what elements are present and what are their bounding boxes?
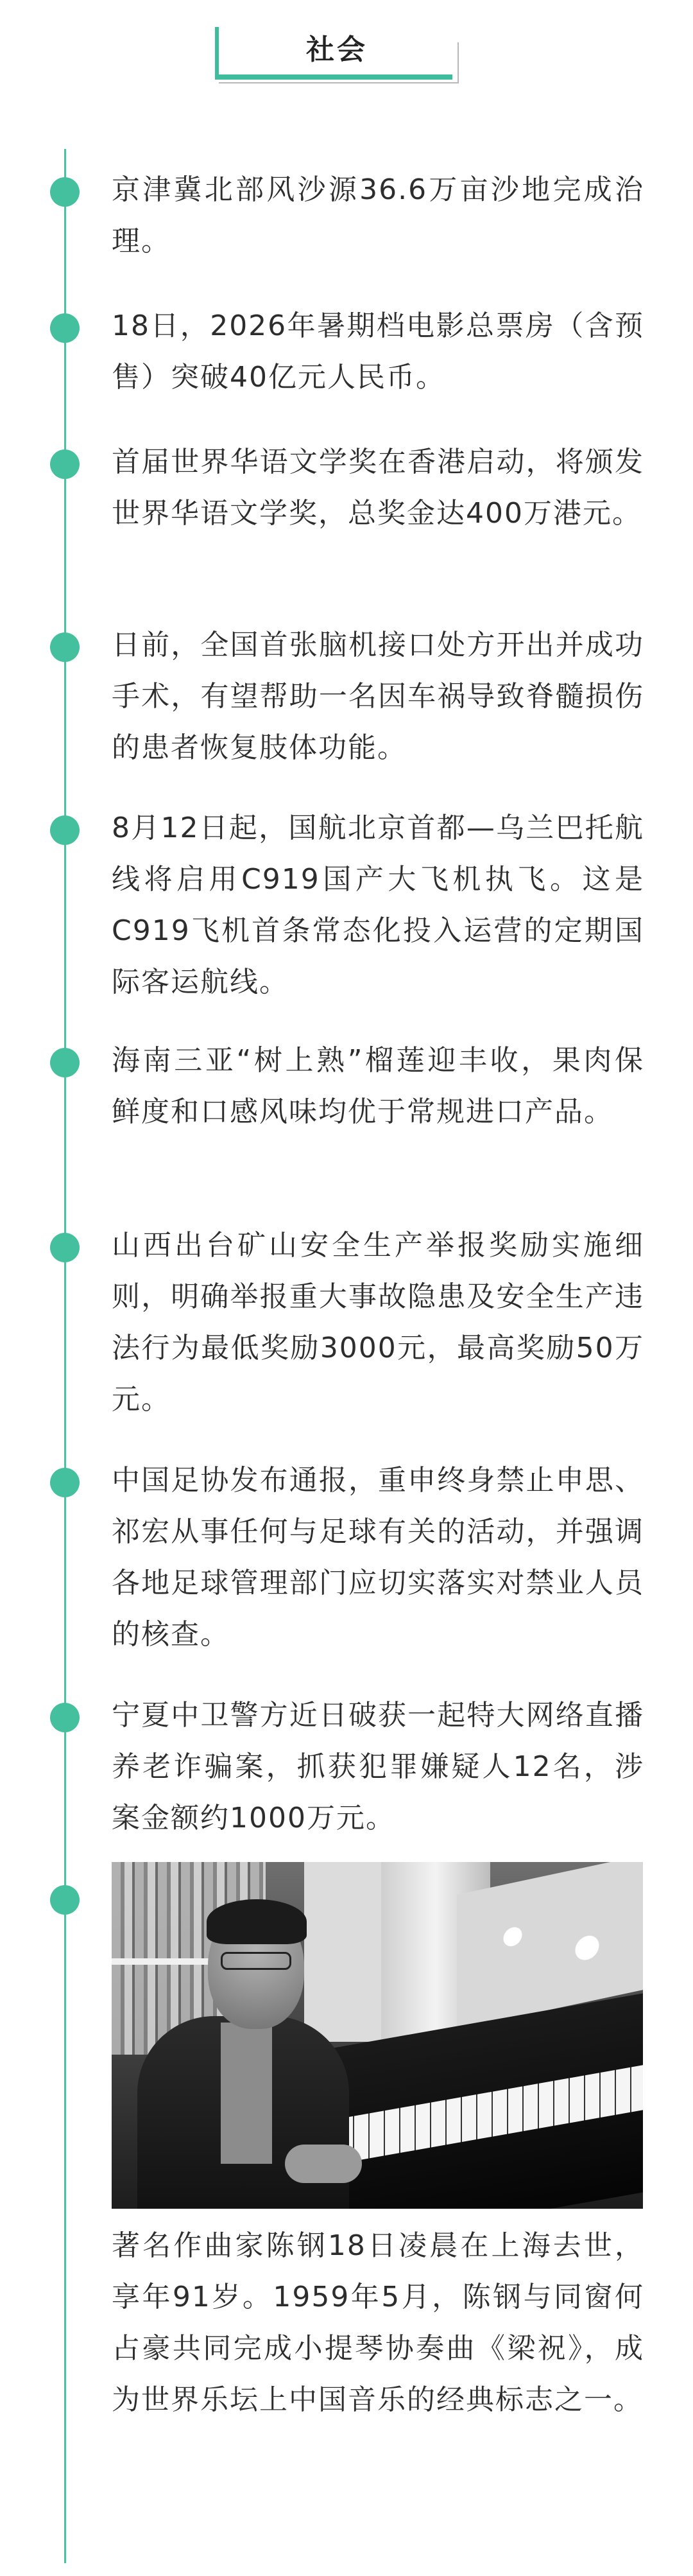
glasses: [221, 1952, 291, 1970]
news-text: 京津冀北部风沙源36.6万亩沙地完成治理。: [112, 173, 644, 257]
window: [304, 1862, 394, 2042]
hand: [285, 2145, 362, 2183]
news-text: 日前，全国首张脑机接口处方开出并成功手术，有望帮助一名因车祸导致脊髓损伤的患者恢复肢体功能。: [112, 629, 644, 764]
news-text: 18日，2026年暑期档电影总票房（含预售）突破40亿元人民币。: [112, 309, 644, 394]
timeline-line: [64, 149, 66, 2563]
news-photo: [112, 1862, 643, 2209]
news-text: 著名作曲家陈钢18日凌晨在上海去世，享年91岁。1959年5月，陈钢与同窗何占豪共同完成小提琴协奏曲《梁祝》，成为世界乐坛上中国音乐的经典标志之一。: [112, 2229, 644, 2416]
news-text: 中国足协发布通报，重申终身禁止申思、祁宏从事任何与足球有关的活动，并强调各地足球管理部门应切实落实对禁业人员的核查。: [112, 1464, 644, 1651]
timeline-dot: [50, 1233, 80, 1262]
timeline-dot: [50, 1885, 80, 1915]
news-text: 宁夏中卫警方近日破获一起特大网络直播养老诈骗案，抓获犯罪嫌疑人12名，涉案金额约1000万元。: [112, 1699, 644, 1834]
news-text: 首届世界华语文学奖在香港启动，将颁发世界华语文学奖，总奖金达400万港元。: [112, 446, 644, 530]
timeline-dot: [50, 177, 80, 207]
news-text: 山西出台矿山安全生产举报奖励实施细则，明确举报重大事故隐患及安全生产违法行为最低奖励3000元，最高奖励50万元。: [112, 1229, 644, 1416]
timeline-dot: [50, 313, 80, 343]
timeline-dot: [50, 815, 80, 845]
timeline-dot: [50, 632, 80, 662]
news-text: 8月12日起，国航北京首都—乌兰巴托航线将启用C919国产大飞机执飞。这是C919飞机首条常态化投入运营的定期国际客运航线。: [112, 812, 644, 998]
timeline-dot: [50, 1468, 80, 1497]
timeline-dot: [50, 1048, 80, 1077]
section-title: 社会: [306, 33, 368, 66]
timeline-dot: [50, 1703, 80, 1732]
news-text: 海南三亚“树上熟”榴莲迎丰收，果肉保鲜度和口感风味均优于常规进口产品。: [112, 1044, 644, 1128]
timeline-dot: [50, 449, 80, 479]
person-hair: [207, 1899, 307, 1944]
section-header: [215, 27, 459, 86]
shirt: [221, 2023, 272, 2164]
